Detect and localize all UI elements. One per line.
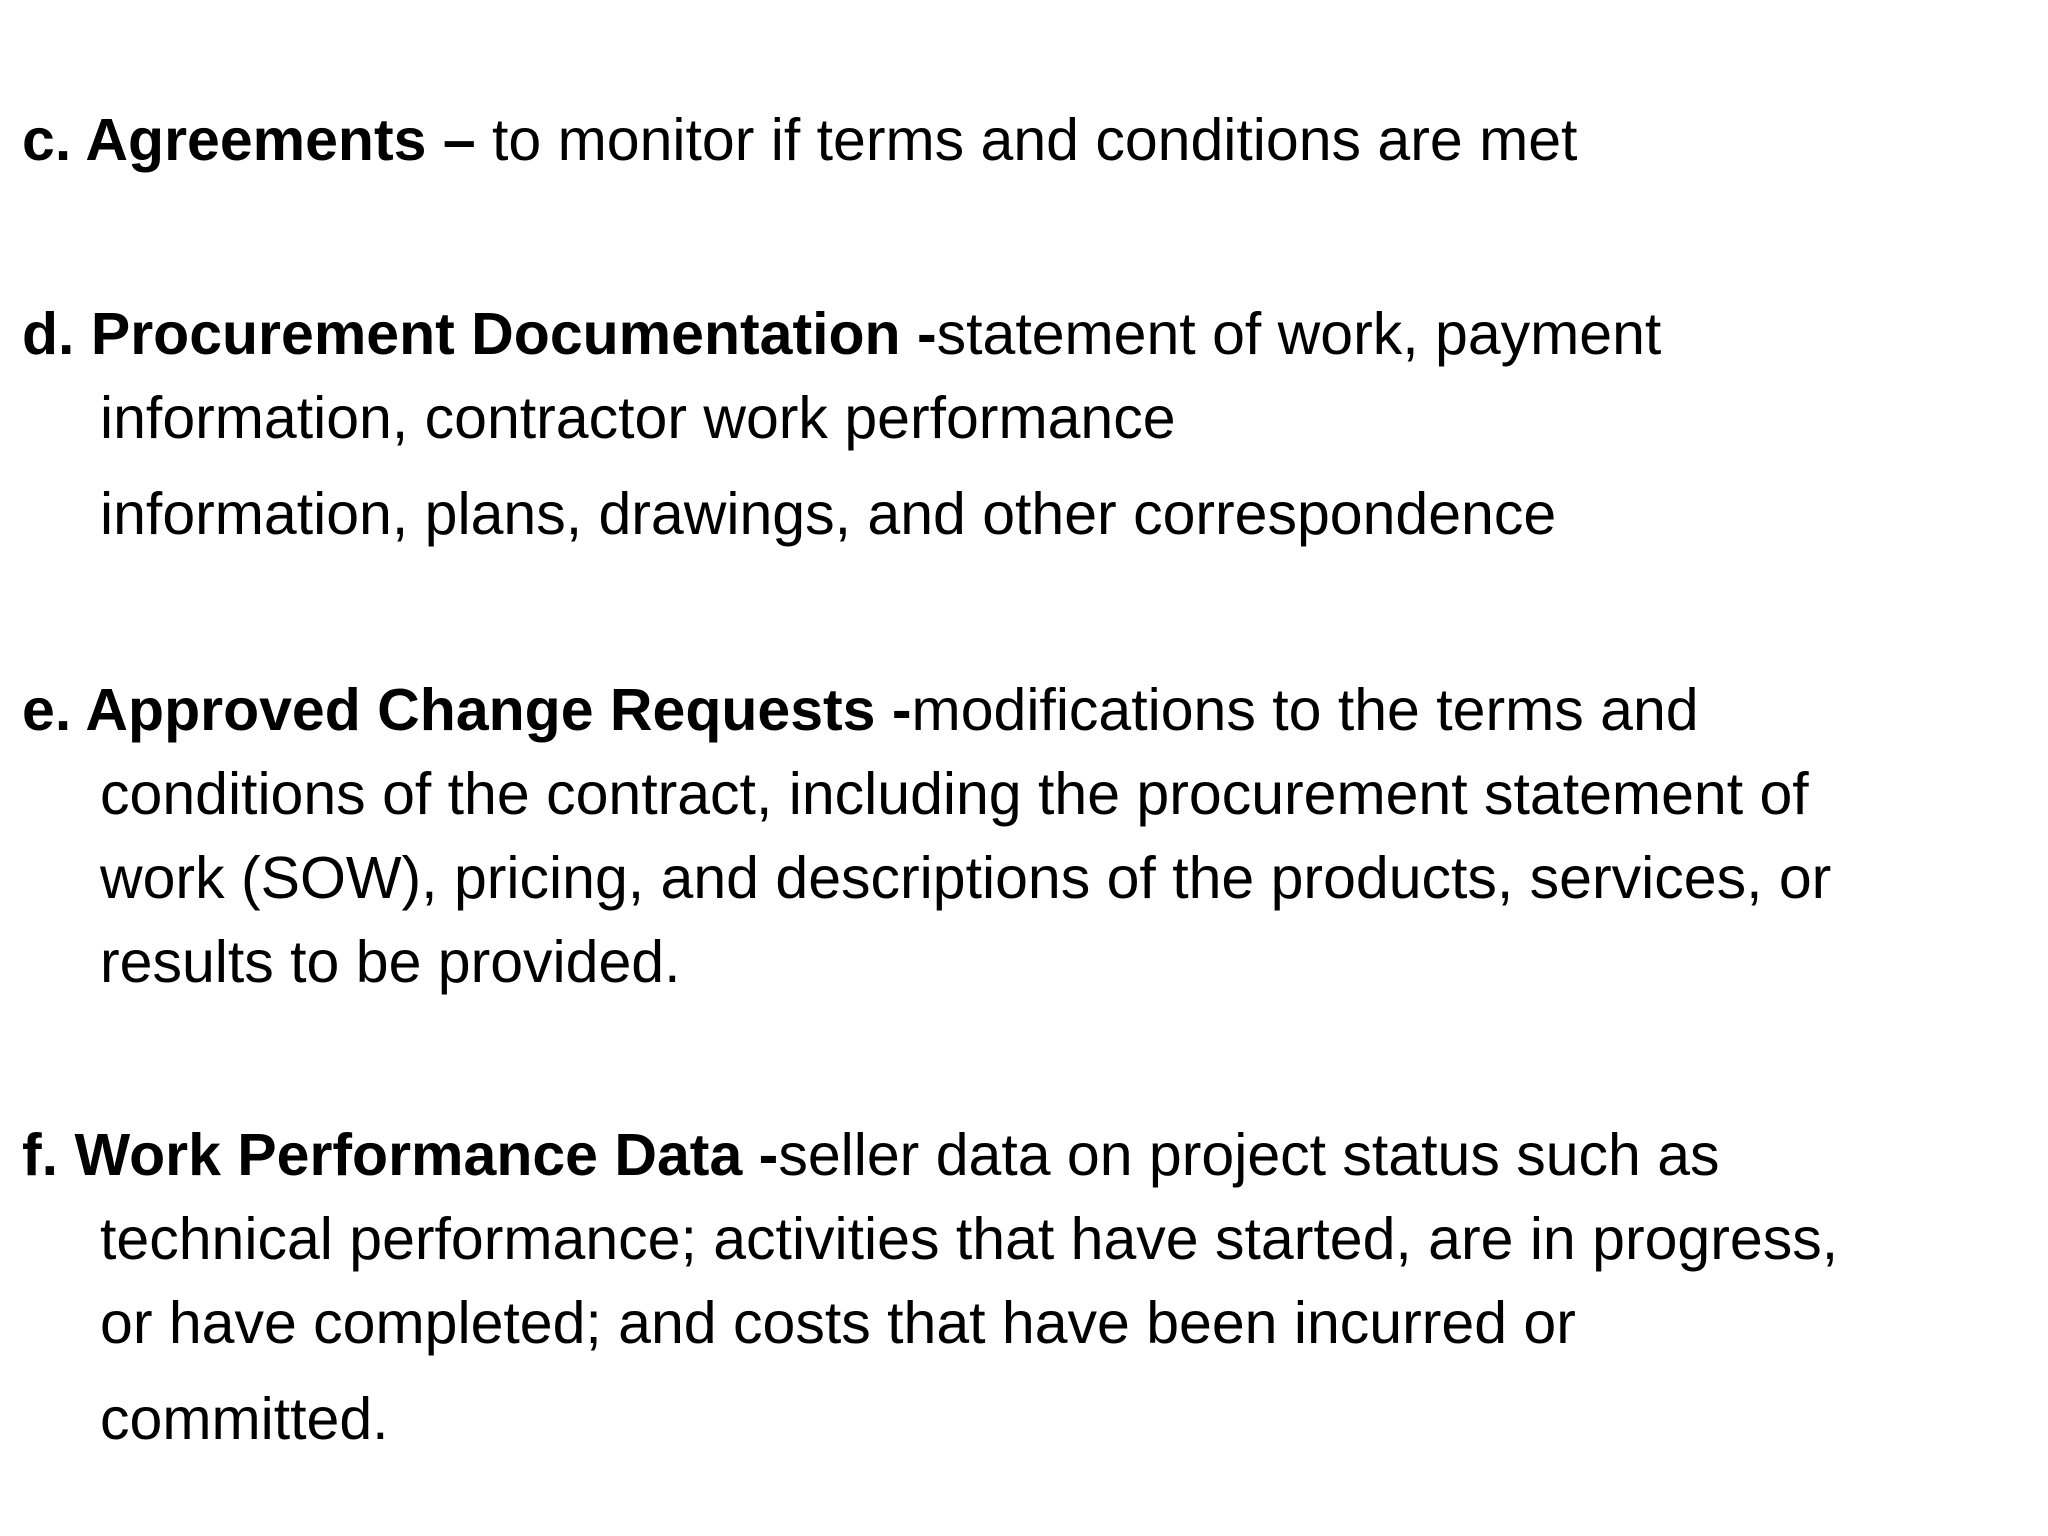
- item-text-line: work (SOW), pricing, and descriptions of the products, services, or: [100, 845, 1832, 911]
- item-term: Agreements –: [85, 107, 476, 173]
- item-letter: d.: [22, 301, 75, 367]
- item-text-line: technical performance; activities that have started, are in progress,: [100, 1206, 1839, 1272]
- item-text-line: committed.: [100, 1386, 389, 1452]
- item-term: Procurement Documentation -: [90, 301, 937, 367]
- item-letter: f.: [22, 1122, 59, 1188]
- item-text-line: information, plans, drawings, and other correspondence: [100, 481, 1557, 547]
- item-text-line: modifications to the terms and: [911, 677, 1699, 743]
- item-text-line: results to be provided.: [100, 929, 681, 995]
- list-item-first-line: [22, 1113, 2022, 1197]
- item-text-line: statement of work, payment: [936, 301, 1662, 367]
- item-letter: e.: [22, 677, 72, 743]
- item-text-line: to monitor if terms and conditions are met: [475, 107, 1578, 173]
- item-text-line: or have completed; and costs that have been incurred or: [100, 1290, 1576, 1356]
- item-text-line: conditions of the contract, including the procurement statement of: [100, 761, 1809, 827]
- list-item-work-performance-data: [22, 1113, 2022, 1461]
- list-item-agreements: [22, 98, 2022, 182]
- item-text-line: information, contractor work performance: [100, 385, 1176, 451]
- item-term: Approved Change Requests -: [85, 677, 912, 743]
- list-item-first-line: [22, 668, 2022, 752]
- list-item-procurement-documentation: [22, 292, 2022, 556]
- item-text-line: seller data on project status such as: [778, 1122, 1720, 1188]
- list-item-approved-change-requests: [22, 668, 2022, 1004]
- list-item-first-line: [22, 98, 2022, 182]
- item-letter: c.: [22, 107, 72, 173]
- list-item-first-line: [22, 292, 2022, 376]
- item-term: Work Performance Data -: [74, 1122, 779, 1188]
